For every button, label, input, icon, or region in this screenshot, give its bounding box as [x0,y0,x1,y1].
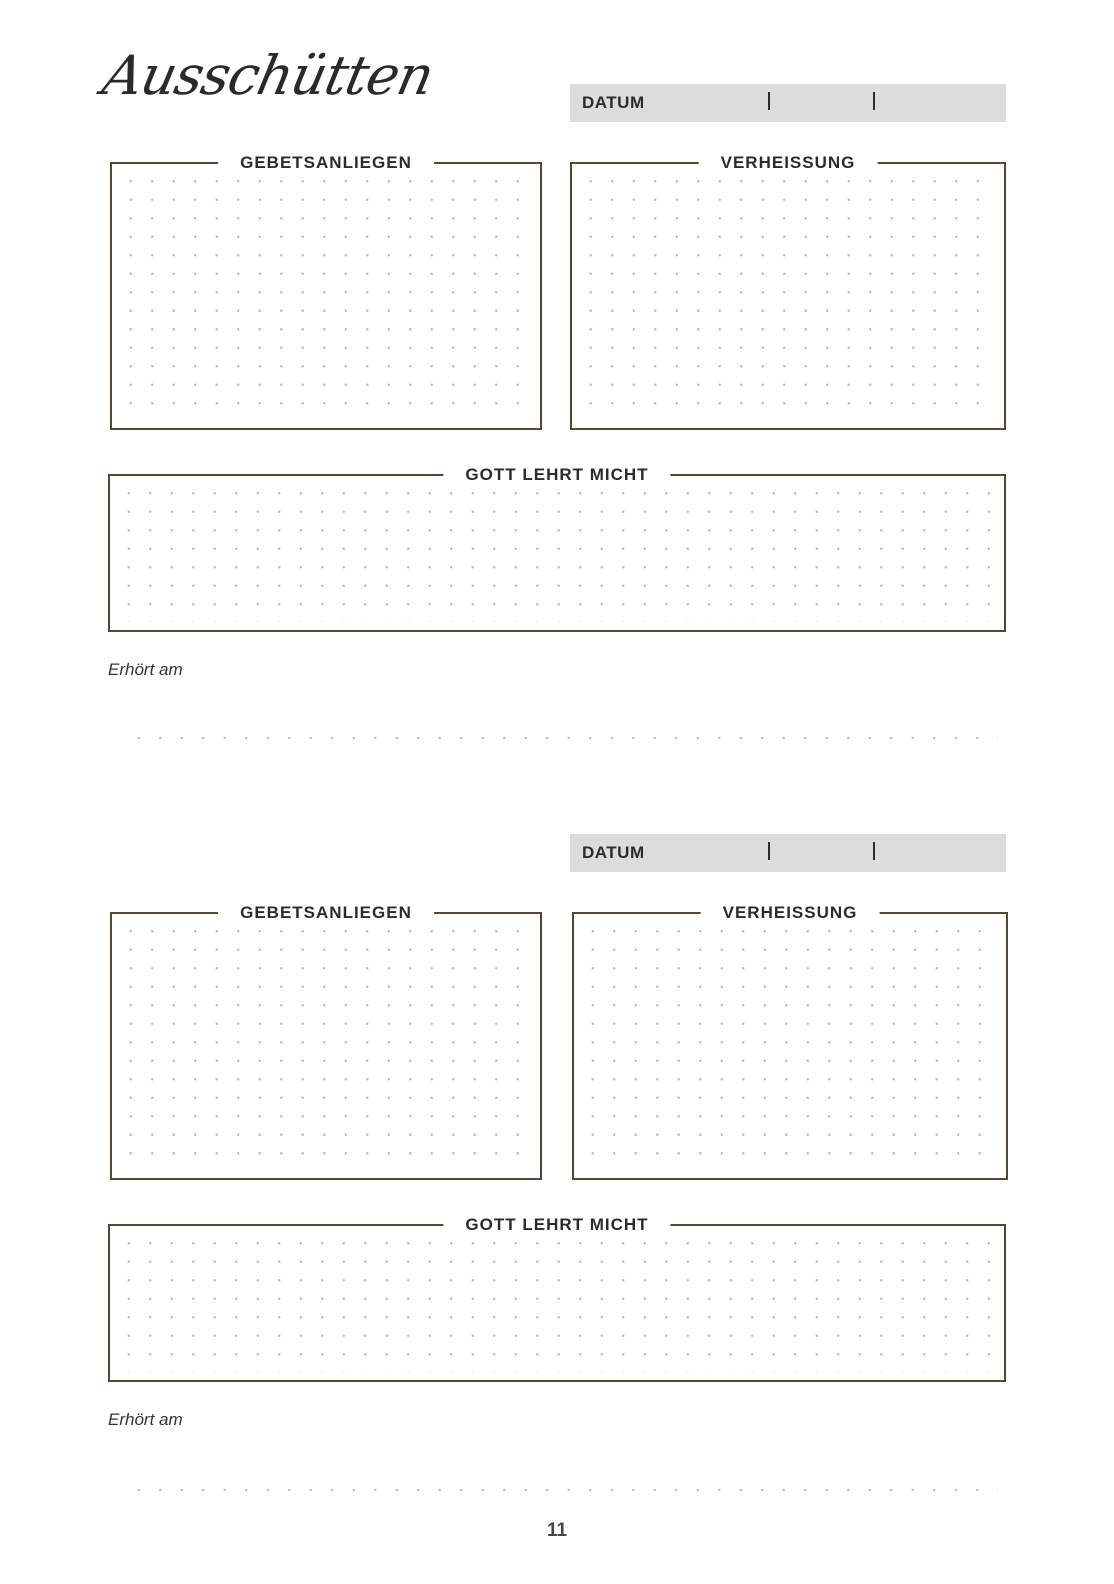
date-separator [873,842,875,860]
god-teaches-box[interactable] [108,1215,1006,1382]
promise-box[interactable] [572,903,1008,1180]
answered-date-line[interactable] [128,1487,998,1493]
date-separator [873,92,875,110]
answered-label: Erhört am [108,660,183,679]
date-separator [768,842,770,860]
promise-box[interactable] [570,153,1006,430]
answered-label: Erhört am [108,1410,183,1429]
date-field[interactable] [570,84,1006,122]
prayer-request-box[interactable] [110,153,542,430]
date-label: DATUM [582,93,645,112]
prayer-request-title: GEBETSANLIEGEN [218,151,434,175]
prayer-request-box[interactable] [110,903,542,1180]
page-title: Ausschütten [97,44,439,107]
god-teaches-box[interactable] [108,465,1006,632]
promise-title: VERHEISSUNG [699,151,878,175]
date-label: DATUM [582,843,645,862]
date-field[interactable] [570,834,1006,872]
god-teaches-title: GOTT LEHRT MICHT [443,1213,670,1237]
page-number: 11 [546,1520,568,1541]
answered-date-line[interactable] [128,735,998,741]
god-teaches-title: GOTT LEHRT MICHT [443,463,670,487]
prayer-request-title: GEBETSANLIEGEN [218,901,434,925]
date-separator [768,92,770,110]
promise-title: VERHEISSUNG [701,901,880,925]
